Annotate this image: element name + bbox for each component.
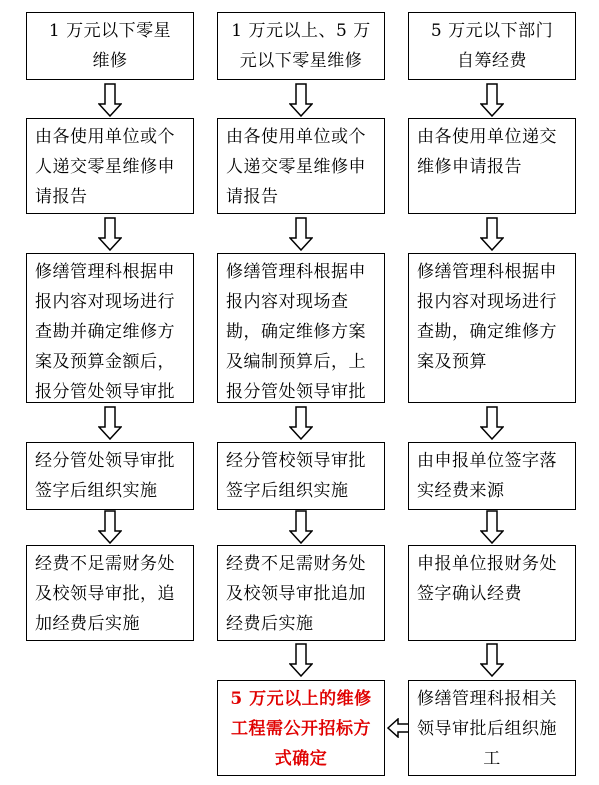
col2-final-line3: 式确定: [274, 749, 328, 769]
col1-step3-line1: 经分管处领导审批: [35, 451, 175, 471]
col1-step1-line3: 请报告: [35, 187, 88, 207]
down-arrow-icon: [480, 217, 504, 251]
down-arrow-icon: [289, 406, 313, 440]
down-arrow-icon: [289, 217, 313, 251]
col3-step2-box: [408, 253, 576, 403]
col1-header-line2: 维修: [92, 51, 128, 71]
col1-step2-line3: 查勘并确定维修方: [35, 322, 175, 342]
col3-step1-box: [408, 118, 576, 214]
col2-step2-line1: 修缮管理科根据申: [226, 262, 366, 282]
col2-final-line1: 5 万元以上的维修: [230, 689, 372, 709]
col3-step5-line1: 修缮管理科报相关: [417, 689, 557, 709]
col3-step3-box: [408, 442, 576, 510]
col1-step2-line1: 修缮管理科根据申: [35, 262, 175, 282]
down-arrow-icon: [480, 510, 504, 544]
col3-step4-box: [408, 545, 576, 641]
col3-step5-line2: 领导审批后组织施: [417, 719, 557, 739]
col3-step1-line2: 维修申请报告: [417, 157, 522, 177]
col1-header-line1: 1 万元以下零星: [48, 21, 172, 41]
down-arrow-icon: [98, 510, 122, 544]
col1-step3-box: [26, 442, 194, 510]
col1-step3-line2: 签字后组织实施: [35, 481, 158, 501]
col2-step3-line1: 经分管校领导审批: [226, 451, 366, 471]
col3-step5-line3: 工: [483, 749, 501, 769]
down-arrow-icon: [289, 643, 313, 677]
col2-header-box: [217, 12, 385, 80]
col2-step2-line2: 报内容对现场查: [226, 292, 349, 312]
col2-step3-box: [217, 442, 385, 510]
col2-step2-line4: 及编制预算后，上: [226, 352, 366, 372]
down-arrow-icon: [289, 83, 313, 117]
col1-step4-line2: 及校领导审批，追: [35, 584, 175, 604]
down-arrow-icon: [98, 83, 122, 117]
col2-step1-line3: 请报告: [226, 187, 279, 207]
col1-step2-line4: 案及预算金额后，: [35, 352, 175, 372]
col1-step2-line5: 报分管处领导审批: [35, 382, 175, 402]
col1-header-box: [26, 12, 194, 80]
col3-header-box: [408, 12, 576, 80]
col2-step1-box: [217, 118, 385, 214]
col1-step4-box: [26, 545, 194, 641]
down-arrow-icon: [480, 406, 504, 440]
col1-step1-line2: 人递交零星维修申: [35, 157, 175, 177]
down-arrow-icon: [98, 406, 122, 440]
col2-step1-line2: 人递交零星维修申: [226, 157, 366, 177]
col3-step3-line2: 实经费来源: [417, 481, 505, 501]
col2-step2-box: [217, 253, 385, 403]
down-arrow-icon: [480, 83, 504, 117]
down-arrow-icon: [98, 217, 122, 251]
col3-header-line2: 自筹经费: [457, 51, 527, 71]
col3-step3-line1: 由申报单位签字落: [417, 451, 557, 471]
col3-step1-line1: 由各使用单位递交: [417, 127, 557, 147]
col3-header-line1: 5 万元以下部门: [430, 21, 554, 41]
col2-final-box: [217, 680, 385, 776]
col3-step2-line2: 报内容对现场进行: [417, 292, 557, 312]
col3-step2-line3: 查勘，确定维修方: [417, 322, 557, 342]
col2-header-line1: 1 万元以上、5 万: [231, 21, 371, 41]
col1-step2-line2: 报内容对现场进行: [35, 292, 175, 312]
col2-final-line2: 工程需公开招标方: [231, 719, 371, 739]
col1-step1-box: [26, 118, 194, 214]
col2-step1-line1: 由各使用单位或个: [226, 127, 366, 147]
col2-header-line2: 元以下零星维修: [239, 51, 363, 71]
col1-step2-box: [26, 253, 194, 403]
col3-step4-line1: 申报单位报财务处: [417, 554, 557, 574]
col3-step2-line4: 案及预算: [417, 352, 487, 372]
col3-step2-line1: 修缮管理科根据申: [417, 262, 557, 282]
col3-step4-line2: 签字确认经费: [417, 584, 522, 604]
col2-step4-line2: 及校领导审批追加: [226, 584, 366, 604]
down-arrow-icon: [289, 510, 313, 544]
col1-step1-line1: 由各使用单位或个: [35, 127, 175, 147]
col2-step2-line3: 勘，确定维修方案: [226, 322, 366, 342]
col2-step4-box: [217, 545, 385, 641]
col2-step3-line2: 签字后组织实施: [226, 481, 349, 501]
col1-step4-line1: 经费不足需财务处: [35, 554, 175, 574]
col2-step4-line3: 经费后实施: [226, 614, 314, 634]
col2-step4-line1: 经费不足需财务处: [226, 554, 366, 574]
down-arrow-icon: [480, 643, 504, 677]
col3-step5-box: [408, 680, 576, 776]
col1-step4-line3: 加经费后实施: [35, 614, 140, 634]
col2-step2-line5: 报分管处领导审批: [226, 382, 366, 402]
